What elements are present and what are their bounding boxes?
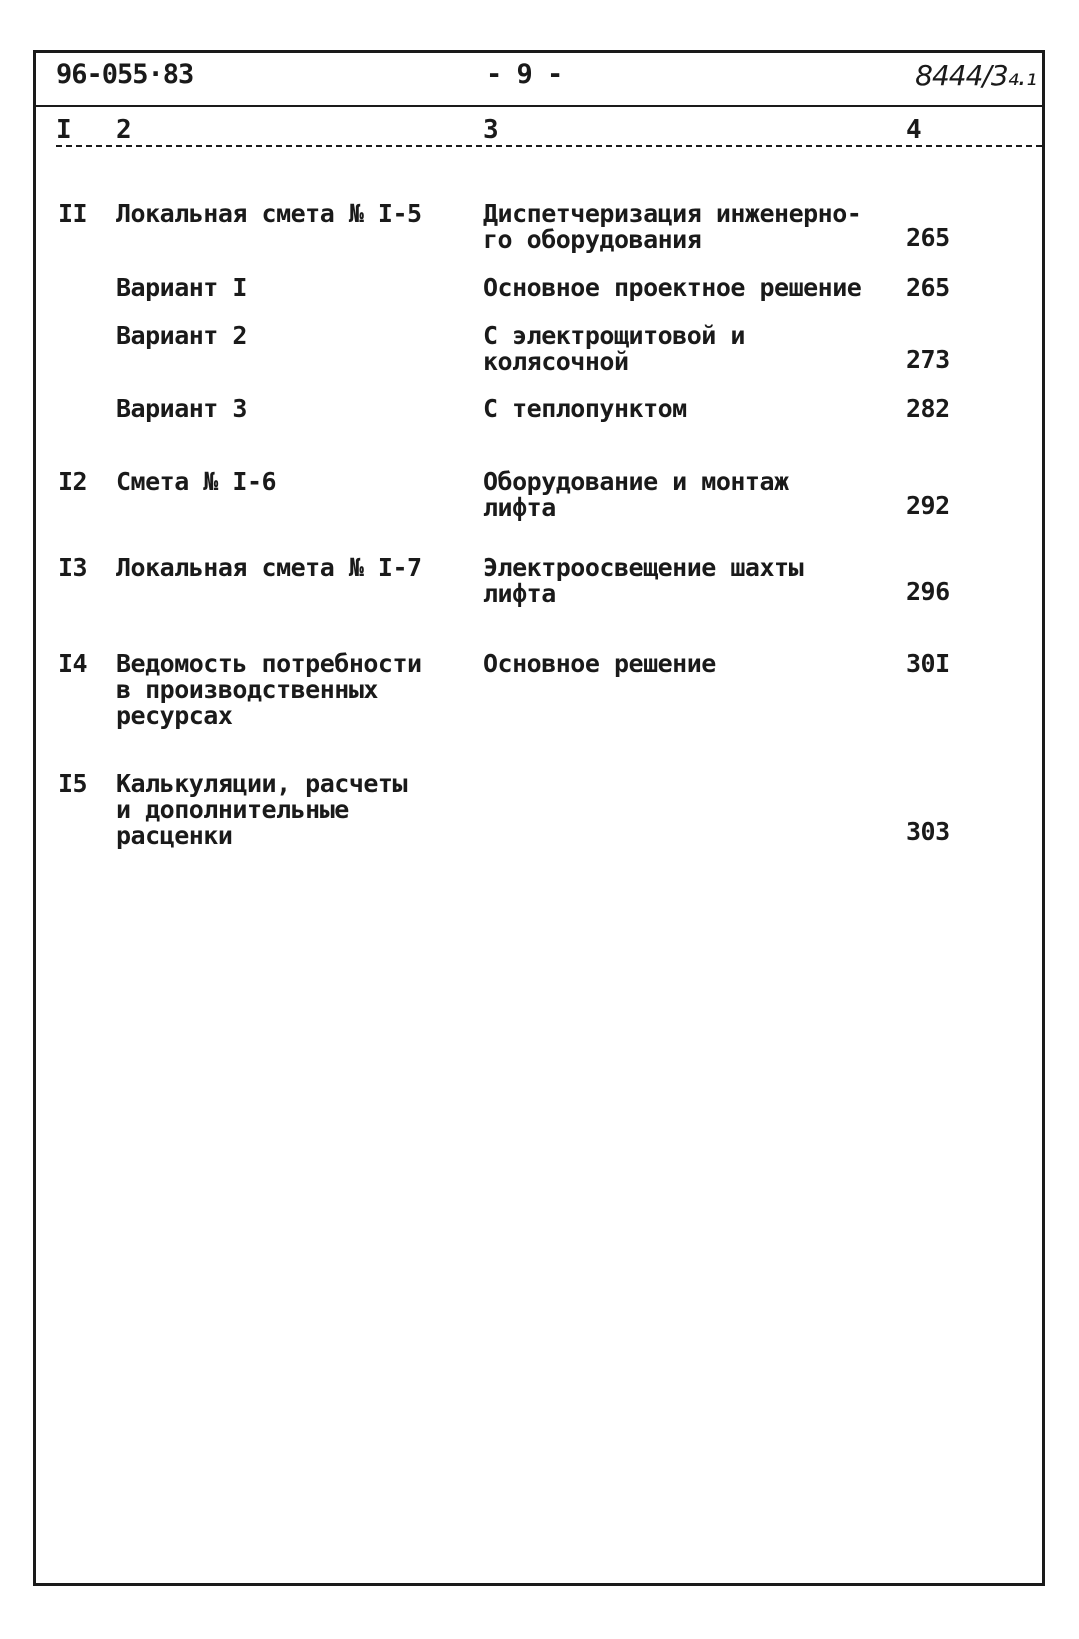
row-name: Ведомость потребности в производственных ресурсах <box>116 649 422 730</box>
row-name: Смета № I-6 <box>116 467 277 496</box>
page-number: - 9 - <box>486 59 563 90</box>
row-description: С теплопунктом <box>483 394 687 423</box>
row-number: I4 <box>58 649 88 678</box>
row-name: Локальная смета № I-5 <box>116 199 422 228</box>
inventory-number: 8444/3₄.₁ <box>915 59 1036 92</box>
row-page: 292 <box>906 491 950 520</box>
row-name: Вариант I <box>116 273 247 302</box>
row-page: 282 <box>906 394 950 423</box>
row-name: Локальная смета № I-7 <box>116 553 422 582</box>
row-page: 273 <box>906 345 950 374</box>
row-number: II <box>58 199 88 228</box>
row-description: Оборудование и монтаж лифта <box>483 467 789 522</box>
column-header-rule <box>56 145 1042 147</box>
document-code: 96-055·83 <box>56 59 194 90</box>
column-header-3: 3 <box>483 115 499 145</box>
row-page: 303 <box>906 817 950 846</box>
row-page: 265 <box>906 273 950 302</box>
row-description: Основное решение <box>483 649 716 678</box>
row-description: Диспетчеризация инженерно- го оборудования <box>483 199 862 254</box>
row-description: С электрощитовой и колясочной <box>483 321 745 376</box>
row-description: Основное проектное решение <box>483 273 862 302</box>
column-header-1: I <box>56 115 72 145</box>
row-description: Электроосвещение шахты лифта <box>483 553 804 608</box>
row-name: Калькуляции, расчеты и дополнительные расценки <box>116 769 408 850</box>
column-header-4: 4 <box>906 115 922 145</box>
row-number: I5 <box>58 769 88 798</box>
row-number: I2 <box>58 467 88 496</box>
column-header-2: 2 <box>116 115 132 145</box>
row-number: I3 <box>58 553 88 582</box>
row-page: 265 <box>906 223 950 252</box>
row-page: 296 <box>906 577 950 606</box>
row-name: Вариант 2 <box>116 321 247 350</box>
page-frame <box>33 50 1045 1586</box>
row-page: 30I <box>906 649 950 678</box>
header-rule <box>36 105 1042 107</box>
row-name: Вариант 3 <box>116 394 247 423</box>
